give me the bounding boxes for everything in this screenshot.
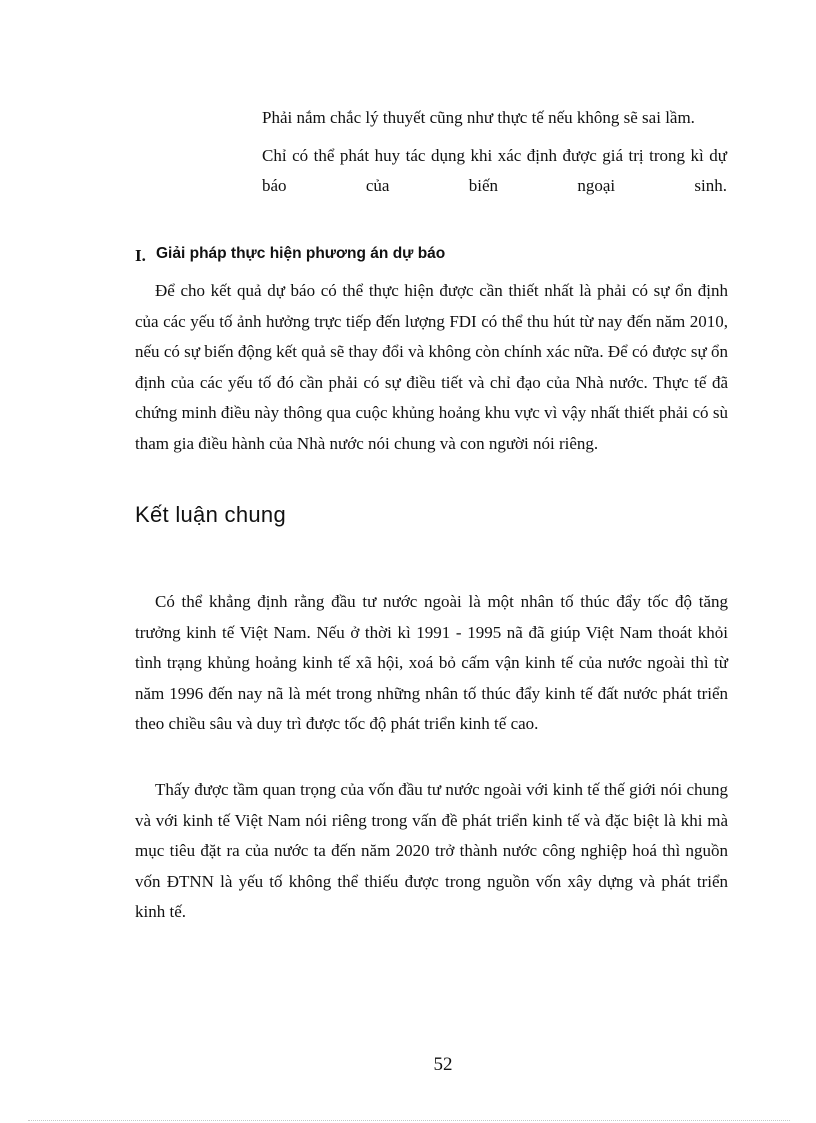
indented-text-block [262, 103, 727, 209]
section-heading [135, 243, 735, 264]
footer-divider [28, 1120, 790, 1121]
conclusion-paragraph-2-block [135, 775, 728, 928]
conclusion-paragraph-1: Có thể khẳng định rằng đầu tư nước ngoài là một nhân tố thúc đẩy tốc độ tăng trưởng kinh tế Việt Nam. Nếu ở thời kì 1991 - 1995 nã đã giúp Việt Nam thoát khỏi tình trạng khủng hoảng kinh tế xã hội, xoá bỏ cấm vận kinh tế của nước ngoài thì từ năm 1996 đến nay nã là mét trong những nhân tố thúc đẩy kinh tế đất nước phát triển theo chiều sâu và duy trì được tốc độ phát triển kinh tế cao. [135, 592, 728, 733]
indented-line-1: Phải nắm chắc lý thuyết cũng như thực tế nếu không sẽ sai lầm. [262, 108, 695, 127]
section-title: Giải pháp thực hiện phương án dự báo [156, 245, 446, 262]
section-number: I. [135, 246, 146, 265]
conclusion-paragraph-1-block [135, 587, 728, 740]
section-paragraph: Để cho kết quả dự báo có thể thực hiện được cần thiết nhất là phải có sự ổn định của các yếu tố ảnh hưởng trực tiếp đến lượng FDI có thể thu hút từ nay đến năm 2010, nếu có sự biến động kết quả sẽ thay đổi và không còn chính xác nữa. Để có được sự ổn định của các yếu tố đó cần phải có sự điều tiết và chỉ đạo của Nhà nước. Thực tế đã chứng minh điều này thông qua cuộc khủng hoảng khu vực vì vậy nhất thiết phải có sù tham gia điều hành của Nhà nước nói chung và con người nói riêng. [135, 281, 728, 453]
section-paragraph-block [135, 276, 728, 459]
indented-line-2: Chỉ có thể phát huy tác dụng khi xác định được giá trị trong kì dự báo của biến ngoại sinh. [262, 146, 727, 195]
page-number: 52 [433, 1054, 453, 1075]
conclusion-paragraph-2: Thấy được tầm quan trọng của vốn đầu tư nước ngoài với kinh tế thế giới nói chung và với kinh tế Việt Nam nói riêng trong vấn đề phát triển kinh tế và đặc biệt là khi mà mục tiêu đặt ra của nước ta đến năm 2020 trở thành nước công nghiệp hoá thì nguồn vốn ĐTNN là yếu tố không thể thiếu được trong nguồn vốn xây dựng và phát triển kinh tế. [135, 780, 728, 921]
conclusion-title: Kết luận chung [135, 502, 286, 527]
